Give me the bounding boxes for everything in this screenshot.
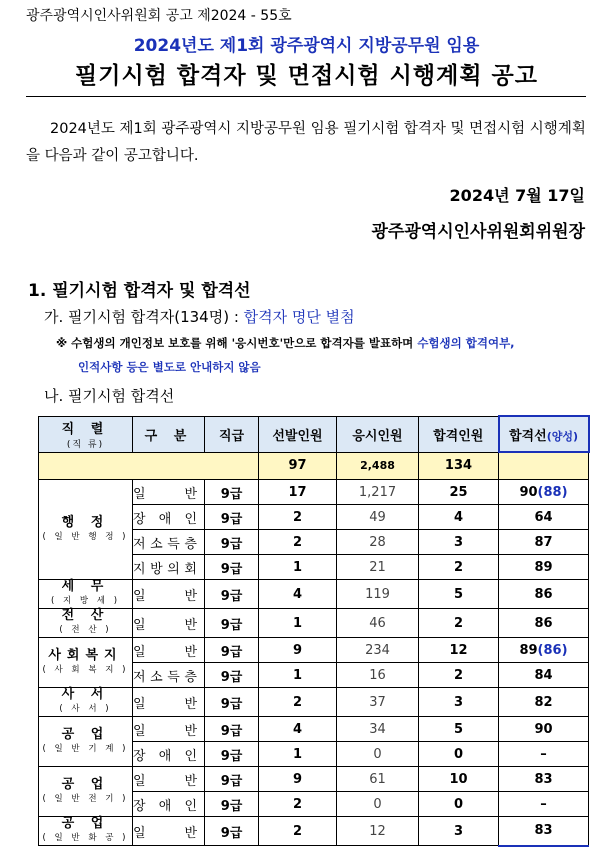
cutoff-gender-balanced: (88) (537, 484, 568, 500)
total-applicants: 2,488 (337, 452, 419, 480)
table-row (39, 717, 589, 742)
cutoff-score: 82 (534, 694, 553, 710)
applicants-cell: 21 (337, 555, 419, 580)
grade-cell: 9급 (205, 663, 259, 688)
job-series-name: 공 업 (61, 726, 110, 742)
cutoff-score: – (540, 746, 547, 762)
total-blank (39, 452, 259, 480)
applicants-cell: 34 (337, 717, 419, 742)
job-series-name: 공 업 (61, 776, 110, 792)
table-row (39, 817, 589, 846)
passed-cell: 2 (419, 609, 499, 638)
total-row (39, 452, 589, 480)
applicants-cell: 28 (337, 530, 419, 555)
total-selected: 97 (259, 452, 337, 480)
category-cell (133, 817, 205, 846)
grade-cell: 9급 (205, 717, 259, 742)
applicants-cell: 61 (337, 767, 419, 792)
header-grade: 직급 (205, 416, 259, 452)
item-ga-prefix: 가. 필기시험 합격자(134명) : (44, 308, 244, 326)
header-applicants: 응시인원 (337, 416, 419, 452)
title-divider (26, 96, 586, 97)
header-selected: 선발인원 (259, 416, 337, 452)
passed-cell: 3 (419, 817, 499, 846)
notice-date: 2024년 7월 17일 (449, 186, 585, 205)
category-label: 장 애 인 (133, 748, 198, 764)
grade-cell: 9급 (205, 530, 259, 555)
job-series-name: 공 업 (61, 816, 110, 831)
category-label: 저 소 득 층 (133, 536, 198, 552)
job-series-sub: ( 사 회 복 지 ) (42, 664, 129, 675)
job-series-sub: ( 지 방 세 ) (50, 596, 121, 606)
applicants-cell: 12 (337, 817, 419, 846)
cutoff-cell (499, 530, 589, 555)
job-series-sub: ( 일 반 전 기 ) (42, 793, 129, 804)
category-cell (133, 663, 205, 688)
passed-cell: 3 (419, 530, 499, 555)
category-label: 장 애 인 (133, 511, 198, 527)
applicants-cell: 0 (337, 742, 419, 767)
category-label: 일 반 (133, 644, 198, 660)
job-series-name: 사회복지 (48, 647, 123, 663)
cutoff-cell (499, 767, 589, 792)
item-na: 나. 필기시험 합격선 (44, 387, 175, 405)
job-series-name: 세 무 (61, 579, 110, 594)
section-1-title: 1. 필기시험 합격자 및 합격선 (28, 281, 251, 301)
cutoff-score: – (540, 796, 547, 812)
cutoff-table (38, 415, 590, 847)
selected-cell: 1 (259, 742, 337, 767)
grade-cell: 9급 (205, 742, 259, 767)
selected-cell: 2 (259, 817, 337, 846)
grade-cell: 9급 (205, 817, 259, 846)
selected-cell: 2 (259, 505, 337, 530)
grade-cell: 9급 (205, 792, 259, 817)
cutoff-cell (499, 505, 589, 530)
category-label: 일 반 (133, 617, 198, 633)
passed-cell: 10 (419, 767, 499, 792)
note-text: ※ 수험생의 개인정보 보호를 위해 '응시번호'만으로 합격자를 발표하며 (56, 336, 418, 350)
category-cell (133, 480, 205, 505)
cutoff-score: 84 (534, 667, 553, 683)
cutoff-score: 90 (534, 721, 553, 737)
category-cell (133, 609, 205, 638)
cutoff-cell (499, 792, 589, 817)
job-series-cell (39, 817, 133, 846)
job-series-sub: ( 일 반 행 정 ) (42, 531, 129, 542)
passed-cell: 0 (419, 742, 499, 767)
cutoff-score: 86 (534, 615, 553, 631)
cutoff-score: 86 (534, 586, 553, 602)
total-passed: 134 (419, 452, 499, 480)
total-cutoff (499, 452, 589, 480)
issuer: 광주광역시인사위원회위원장 (371, 222, 585, 242)
intro-paragraph: 2024년도 제1회 광주광역시 지방공무원 임용 필기시험 합격자 및 면접시험 시행계획을 다음과 같이 공고합니다. (26, 121, 586, 164)
title-line-2: 필기시험 합격자 및 면접시험 시행계획 공고 (75, 63, 538, 89)
passed-cell: 2 (419, 663, 499, 688)
table-row (39, 480, 589, 505)
applicants-cell: 37 (337, 688, 419, 717)
cutoff-cell (499, 663, 589, 688)
cutoff-score: 87 (534, 534, 553, 550)
grade-cell: 9급 (205, 638, 259, 663)
job-series-name: 전 산 (61, 608, 110, 623)
grade-cell: 9급 (205, 480, 259, 505)
applicants-cell: 0 (337, 792, 419, 817)
selected-cell: 1 (259, 555, 337, 580)
job-series-cell (39, 688, 133, 717)
job-series-cell (39, 580, 133, 609)
header-job: 직 렬 (직 류) (39, 416, 133, 452)
job-series-name: 행 정 (61, 514, 110, 530)
category-label: 일 반 (133, 723, 198, 739)
selected-cell: 9 (259, 638, 337, 663)
job-series-cell (39, 480, 133, 580)
passed-cell: 12 (419, 638, 499, 663)
grade-cell: 9급 (205, 767, 259, 792)
selected-cell: 4 (259, 717, 337, 742)
applicants-cell: 234 (337, 638, 419, 663)
cutoff-score: 83 (534, 823, 553, 839)
cutoff-score: 89 (519, 642, 538, 658)
category-label: 일 반 (133, 773, 198, 789)
passed-cell: 5 (419, 717, 499, 742)
cutoff-score: 83 (534, 771, 553, 787)
grade-cell: 9급 (205, 688, 259, 717)
cutoff-cell (499, 717, 589, 742)
passed-cell: 4 (419, 505, 499, 530)
category-cell (133, 555, 205, 580)
table-header-row (39, 416, 589, 452)
selected-cell: 2 (259, 688, 337, 717)
notice-number: 광주광역시인사위원회 공고 제2024 - 55호 (26, 8, 292, 24)
category-cell (133, 638, 205, 663)
selected-cell: 2 (259, 792, 337, 817)
applicants-cell: 119 (337, 580, 419, 609)
note-text-blue: 수험생의 합격여부, (417, 336, 515, 350)
cutoff-cell (499, 742, 589, 767)
cutoff-score: 90 (519, 484, 538, 500)
cutoff-cell (499, 817, 589, 846)
table-row (39, 688, 589, 717)
cutoff-cell (499, 580, 589, 609)
selected-cell: 4 (259, 580, 337, 609)
job-series-cell (39, 717, 133, 767)
passed-cell: 25 (419, 480, 499, 505)
applicants-cell: 16 (337, 663, 419, 688)
category-label: 일 반 (133, 696, 198, 712)
table-row (39, 580, 589, 609)
category-cell (133, 688, 205, 717)
category-label: 일 반 (133, 486, 198, 502)
category-cell (133, 742, 205, 767)
category-label: 저 소 득 층 (133, 669, 198, 685)
passed-cell: 3 (419, 688, 499, 717)
grade-cell: 9급 (205, 555, 259, 580)
selected-cell: 9 (259, 767, 337, 792)
category-cell (133, 580, 205, 609)
passed-cell: 2 (419, 555, 499, 580)
job-series-sub: ( 일 반 기 계 ) (42, 743, 129, 754)
passed-cell: 0 (419, 792, 499, 817)
category-label: 일 반 (133, 588, 198, 604)
passed-cell: 5 (419, 580, 499, 609)
cutoff-score: 89 (534, 559, 553, 575)
category-cell (133, 767, 205, 792)
grade-cell: 9급 (205, 505, 259, 530)
applicants-cell: 49 (337, 505, 419, 530)
job-series-cell (39, 609, 133, 638)
table-row (39, 638, 589, 663)
cutoff-gender-balanced: (86) (537, 642, 568, 658)
applicants-cell: 1,217 (337, 480, 419, 505)
cutoff-score: 64 (534, 509, 553, 525)
privacy-note-line-2: 인적사항 등은 별도로 안내하지 않음 (78, 360, 261, 374)
header-cutoff: 합격선(양성) (499, 416, 589, 452)
cutoff-cell (499, 609, 589, 638)
category-cell (133, 530, 205, 555)
selected-cell: 2 (259, 530, 337, 555)
cutoff-cell (499, 555, 589, 580)
category-cell (133, 792, 205, 817)
job-series-cell (39, 767, 133, 817)
selected-cell: 17 (259, 480, 337, 505)
cutoff-cell (499, 480, 589, 505)
cutoff-cell (499, 688, 589, 717)
selected-cell: 1 (259, 609, 337, 638)
privacy-note-line-1 (56, 335, 515, 351)
category-label: 장 애 인 (133, 798, 198, 814)
category-cell (133, 717, 205, 742)
category-cell (133, 505, 205, 530)
header-passed: 합격인원 (419, 416, 499, 452)
job-series-name: 사 서 (61, 687, 110, 702)
cutoff-cell (499, 638, 589, 663)
job-series-cell (39, 638, 133, 688)
grade-cell: 9급 (205, 580, 259, 609)
header-category: 구 분 (133, 416, 205, 452)
job-series-sub: ( 전 산 ) (59, 625, 112, 635)
grade-cell: 9급 (205, 609, 259, 638)
attachment-link[interactable]: 합격자 명단 별첨 (243, 308, 355, 326)
applicants-cell: 46 (337, 609, 419, 638)
title-line-1: 2024년도 제1회 광주광역시 지방공무원 임용 (133, 36, 480, 56)
table-row (39, 767, 589, 792)
selected-cell: 1 (259, 663, 337, 688)
category-label: 지 방 의 회 (133, 561, 198, 577)
table-row (39, 609, 589, 638)
category-label: 일 반 (133, 825, 198, 841)
job-series-sub: ( 사 서 ) (59, 704, 112, 714)
job-series-sub: ( 일 반 화 공 ) (42, 833, 129, 843)
item-ga (44, 306, 355, 327)
